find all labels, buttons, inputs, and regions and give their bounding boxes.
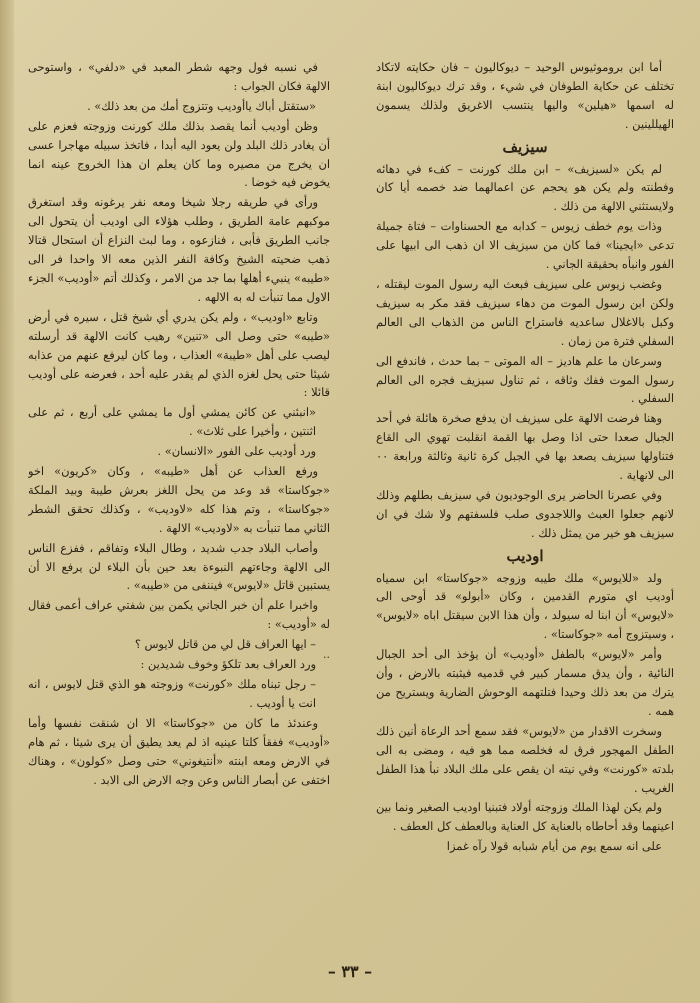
section-heading-sisyphus: سيزيف bbox=[502, 137, 548, 156]
paragraph: ورفع العذاب عن أهل «طيبه» ، وكان «كريون» اخو «جوكاستا» قد وعد من يحل اللغز بعرش طيبة وبيد الملكة «جوكاستا» ، وتم هذا كله «لاوديب» ، وكذلك تحقق الشطر الثاني مما تنبأت به «لاوديب» الالهة . bbox=[28, 464, 330, 535]
paragraph: واخبرا علم أن خبر الجاني يكمن بين شفتي عراف أعمى فقال له «أوديب» : bbox=[28, 598, 330, 632]
dialogue-line: ورد العراف بعد تلكؤ وخوف شديدين : bbox=[140, 657, 316, 672]
paragraph: وغضب زيوس على سيزيف فبعث اليه رسول الموت ليقتله ، ولكن ابن رسول الموت من دهاء سيزيف فقد مكر به سيزيف وكبل بالاغلال ساعديه فاستراح الناس من الذهاب الى العالم السفلي فترة من زمان . bbox=[376, 276, 674, 348]
paragraph: وتابع «اوديب» ، ولم يكن يدري أي شيخ قتل ، سيره في أرض «طيبه» حتى وصل الى «تنين» رهيب كانت الالهة قد أرسلته ليصب على أهل «طيبة» العذاب ، وما كان ليرفع عنهم من عذابه شيئا حتى يحل لغزه الذي لم يقدر عليه أحد ، فعرضه على أوديب قائلا : bbox=[28, 309, 330, 400]
paragraph: وأمر «لايوس» بالطفل «أوديب» أن يؤخذ الى أحد الجبال النائية ، وأن يدق مسمار كبير في قدميه فيثبته بالارض ، وأن يترك من بعد ذلك وحيدا فتلتهمه الوحوش الضارية ويستريح من همه . bbox=[376, 647, 674, 718]
section-heading-oedipus: اوديب bbox=[506, 546, 544, 565]
paragraph: وأصاب البلاد جدب شديد ، وطال البلاء وتفاقم ، ففزع الناس الى الالهة وجاءتهم النبوءة بعد حين بأن البلاء لن يرفع الا أن يستبين قاتل «لايوس» فيننفى من «طيبه» . bbox=[28, 540, 330, 593]
paragraph: وفي عصرنا الحاضر يرى الوجوديون في سيزيف بطلهم وذلك لانهم جعلوا العبث واللاجدوى صلب فلسفتهم ولا شك في ان سيزيف هو خير من يمثل ذلك . bbox=[376, 487, 674, 540]
paragraph: وسخرت الاقدار من «لايوس» فقد سمع أحد الرعاة أنين ذلك الطفل المهجور فرق له فخلصه مما هو فيه ، ومضى به الى بلدته «كورنت» وفي نيته ان يقص على ملك البلاد نبأ هذا الطفل الغريب . bbox=[376, 723, 674, 795]
dialogue-line: – ايها العراف قل لي من قاتل لايوس ؟ bbox=[134, 637, 316, 652]
paragraph: في نسبه فول وجهه شطر المعبد في «دلفي» ، واستوحى الالهة فكان الجواب : bbox=[28, 60, 330, 93]
riddle-answer: ورد أوديب على الفور «الانسان» . bbox=[157, 444, 316, 459]
page-number: – ٣٣ – bbox=[327, 962, 373, 981]
paragraph: وعندئذ ما كان من «جوكاستا» الا ان شنقت نفسها وأما «أوديب» ففقأ كلتا عينيه اذ لم يعد يطيق أن يرى شيئا ، ثم هام في الارض ومعه ابنته «أنتيغوني» حتى وصل «كولون» ، وهناك اختفى عن أبصار الناس وعن وجه الارض الى الابد . bbox=[28, 715, 330, 787]
paragraph: وذات يوم خطف زيوس – كدابه مع الحسناوات – فتاة جميلة تدعى «ايجينا» فما كان من سيزيف الا ان ذهب الى ابيها على الفور وانبأه بحقيقة الجاني . bbox=[376, 219, 674, 272]
dialogue-line: – رجل تبناه ملك «كورنت» وزوجته هو الذي قتل لايوس ، انه انت يا أوديب . bbox=[28, 677, 316, 710]
riddle-quote: «انبئني عن كائن يمشي أول ما يمشي على أربع ، ثم على اثنتين ، وأخيرا على ثلاث» . bbox=[28, 405, 316, 439]
paragraph: ولد «للايوس» ملك طيبه وزوجه «جوكاستا» ابن سمياه أوديب اي متورم القدمين ، وكان «أبولو» قد أوحى الى «لايوس» أن ابنا له سيولد ، وأن هذا الابن سيقتل اباه «لايوس» ، وسيتزوج أمه «جوكاستا» . bbox=[376, 570, 674, 642]
oracle-quote: «ستقتل أباك ياأوديب وتتزوج أمك من بعد ذلك» . bbox=[87, 98, 316, 113]
left-column bbox=[28, 58, 330, 938]
paragraph: وسرعان ما علم هاديز – اله الموتى – بما حدث ، فاندفع الى رسول الموت ففك وثاقه ، ثم تناول سيزيف فجره الى العالم السفلي . bbox=[376, 353, 674, 406]
paragraph: أما ابن بروموثيوس الوحيد – ديوكاليون – فان حكايته لاتكاد تختلف عن حكاية الطوفان في شيء ، وقد ترك ديوكاليون ابنة له اسمها «هيلين» واليها ينتسب الاغريق ولذلك يسمون الهيللينين . bbox=[376, 60, 674, 131]
paragraph: ولم يكن لهذا الملك وزوجته أولاد فتبنيا اوديب الصغير ونما بين اعينهما وقد أحاطاه بالعناية كل العناية وبالعطف كل العطف . bbox=[376, 800, 674, 834]
right-column bbox=[376, 58, 674, 938]
margin-mark: .. bbox=[323, 648, 330, 661]
page-fold-shadow bbox=[0, 0, 14, 1003]
paragraph: ورأى في طريقه رجلا شيخا ومعه نفر يرغونه وقد استغرق موكبهم عامة الطريق ، وطلب هؤلاء الى اوديب أن يتحول الى جانب الطريق فأبى ، فنازعوه ، وما لبث النزاع أن استحال قتالا ذهب ضحيته الشيخ وكافة النفر الذين معه الا واحدا فر الى «طيبه» ينبيء أهلها بما جد من الامر ، وكذلك أتم «أوديب» الجزء الاول مما تنبأت له به الالهه . bbox=[28, 195, 330, 304]
paragraph: وظن أوديب أنما يقصد بذلك ملك كورنت وزوجته فعزم على أن يغادر ذلك البلد ولن يعود اليه أبدا ، فاتخذ سبيله مهاجرا عسى ان يخرج من مصيره وما كان يعلم ان هذا الخروج عينه انما يخوض فيه خوضا . bbox=[28, 118, 330, 190]
paragraph: لم يكن «لسيزيف» – ابن ملك كورنت – كفء في دهائه وفطنته ولم يكن هو يحجم عن اعمالهما ضد خصمه أيا كان ولايستثني الالهة من ذلك . bbox=[376, 161, 674, 214]
paragraph: على انه سمع يوم من أيام شبابه قولا رآه غمزا bbox=[446, 839, 662, 854]
paragraph: وهنا فرضت الالهة على سيزيف ان يدفع صخرة هائلة في أحد الجبال صعدا حتى اذا وصل بها القمة انقلبت تهوي الى القاع فتناولها سيزيف يصعد بها في الجبل كرة ثانية وثالثة ورابعة ٠٠ الى لانهاية . bbox=[376, 411, 674, 483]
